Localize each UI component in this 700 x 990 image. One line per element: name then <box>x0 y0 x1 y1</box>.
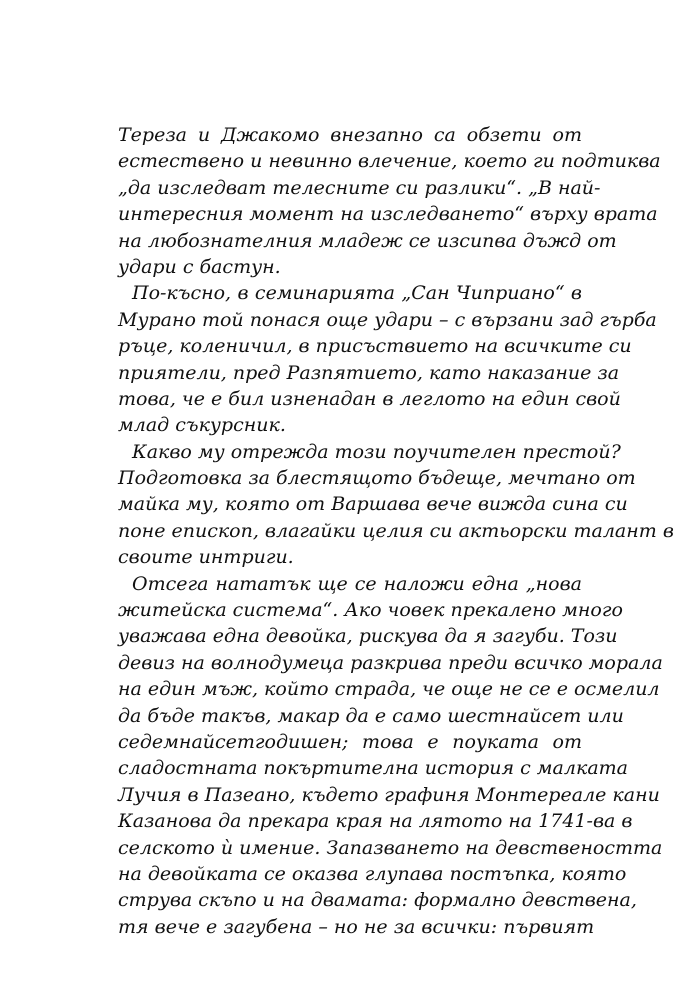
text-line: тя вече е загубена – но не за всички: първият <box>118 915 595 938</box>
text-line: струва скъпо и на двамата: формално девствена, <box>118 889 637 912</box>
text-body <box>118 122 674 940</box>
text-line: приятели, пред Разпятието, като наказание за <box>118 361 620 384</box>
text-line: Тереза и Джакомо внезапно са обзети от <box>118 124 582 146</box>
text-line: Мурано той понася още удари – с вързани зад гърба <box>118 308 657 331</box>
text-line: Лучия в Пазеано, където графиня Монтереале кани <box>118 783 660 806</box>
text-line: майка му, която от Варшава вече вижда сина си <box>118 493 628 516</box>
text-line: Подготовка за блестящото бъдеще, мечтано от <box>118 467 636 490</box>
text-line: По-късно, в семинарията „Сан Чиприано“ в <box>132 282 582 305</box>
text-line: на любознателния младеж се изсипва дъжд от <box>118 229 617 252</box>
text-line: млад съкурсник. <box>118 414 286 437</box>
text-line: да бъде такъв, макар да е само шестнайсет или <box>118 704 624 727</box>
text-line: сладостната покъртителна история с малката <box>118 757 629 780</box>
text-line: Какво му отрежда този поучителен престой? <box>132 440 621 463</box>
text-line: удари с бастун. <box>118 255 281 278</box>
text-line: интересния момент на изследването“ върху врата <box>118 203 658 226</box>
text-line: своите интриги. <box>118 546 294 569</box>
text-line: седемнайсетгодишен; това е поуката от <box>118 730 582 753</box>
paragraph <box>118 280 657 438</box>
text-line: селското ѝ имение. Запазването на девствеността <box>118 836 663 859</box>
text-line: уважава една девойка, рискува да я загуби. Този <box>118 625 618 648</box>
text-line: ръце, коленичил, в присъствието на всичките си <box>118 335 632 358</box>
paragraph <box>118 439 674 571</box>
text-line: девиз на волнодумеца разкрива преди всичко морала <box>118 651 663 674</box>
text-line: на един мъж, който страда, че още не се е осмелил <box>118 678 660 701</box>
paragraph <box>118 122 661 280</box>
text-line: „да изследват телесните си разлики“. „В най- <box>118 176 601 199</box>
text-line: на девойката се оказва глупава постъпка, която <box>118 862 627 885</box>
text-line: Отсега нататък ще се наложи една „нова <box>132 572 582 595</box>
text-line: това, че е бил изненадан в леглото на един свой <box>118 387 621 410</box>
text-line: житейска система“. Ако човек прекалено много <box>118 599 623 622</box>
text-line: естествено и невинно влечение, което ги подтиква <box>118 150 661 173</box>
paragraph <box>118 571 663 940</box>
text-line: поне епископ, влагайки целия си актьорски талант в <box>118 519 674 542</box>
text-line: Казанова да прекара края на лятото на 1741-ва в <box>118 810 633 833</box>
